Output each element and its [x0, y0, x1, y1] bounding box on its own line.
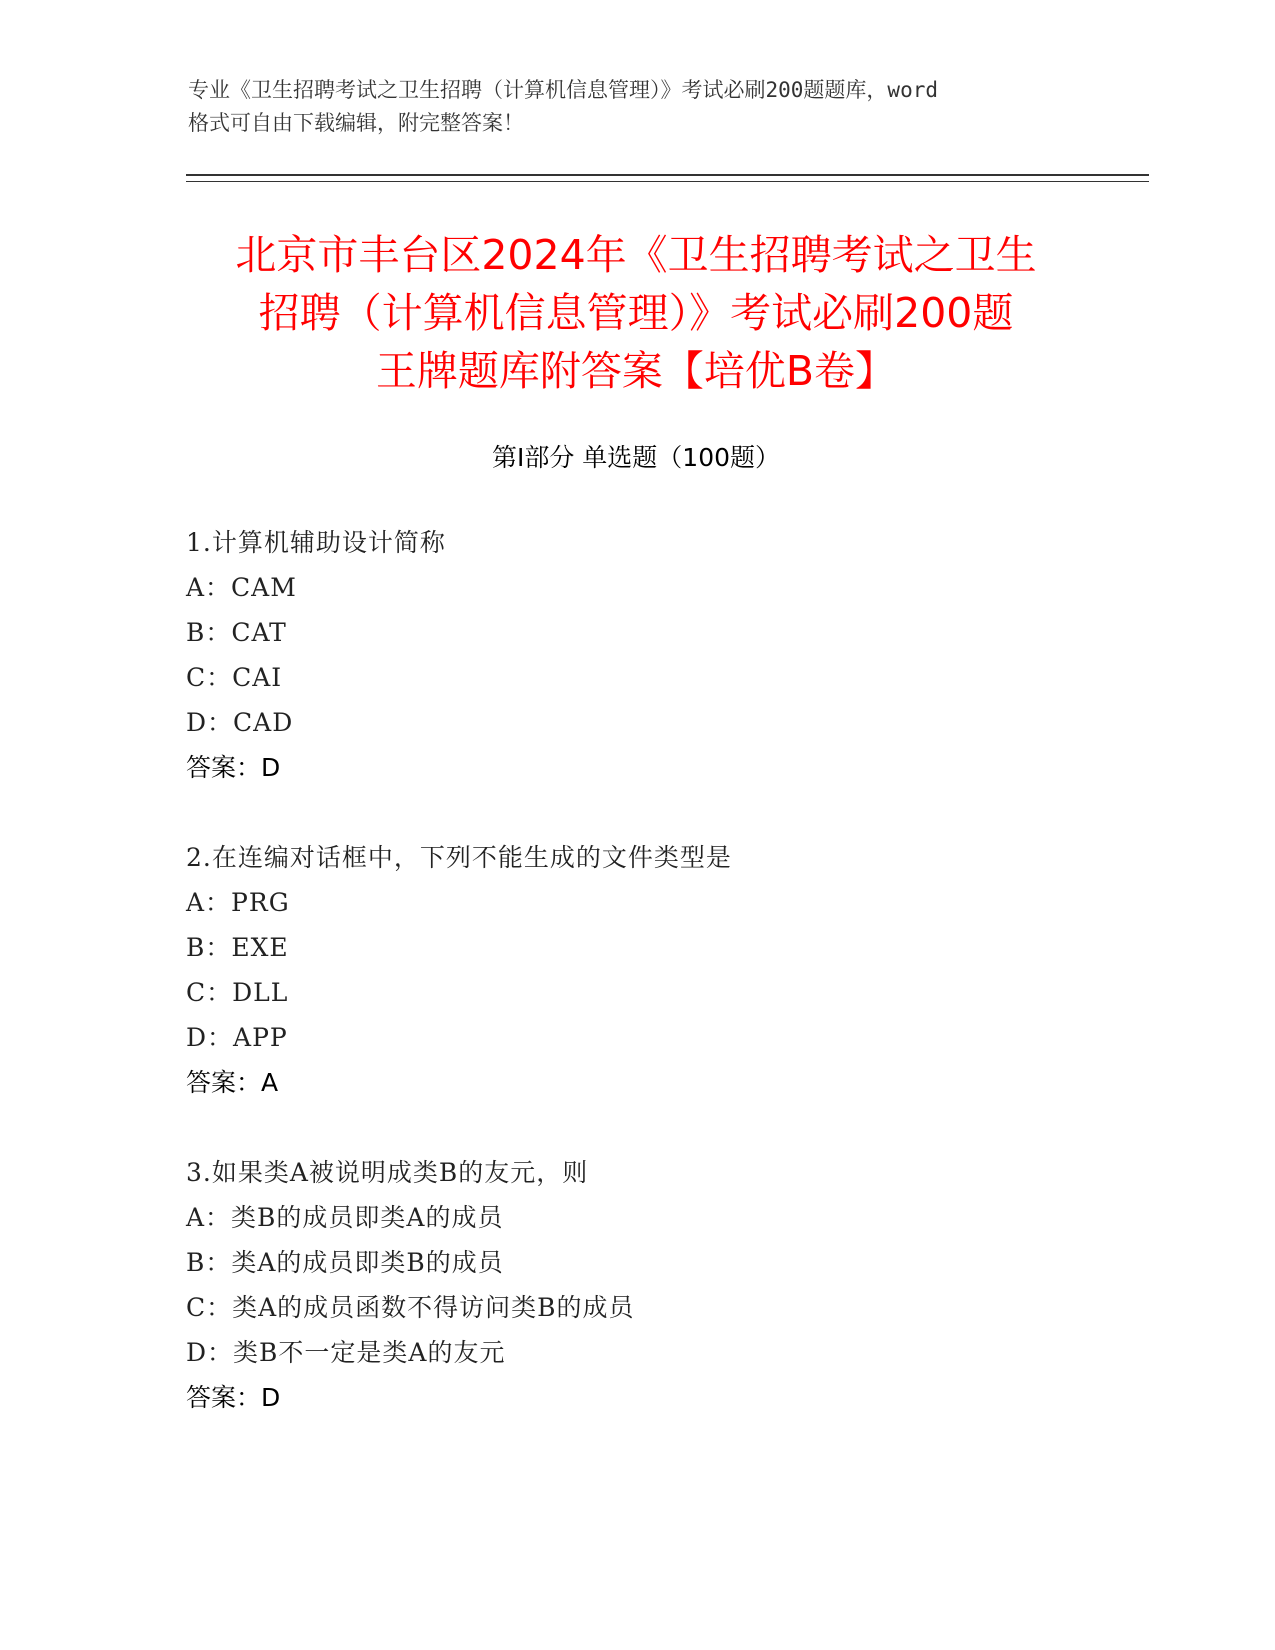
answer: 答案：A — [186, 1068, 279, 1097]
document-title — [186, 226, 1086, 400]
header-note — [188, 74, 1088, 140]
question-stem: 1.计算机辅助设计简称 — [186, 528, 446, 557]
question-stem: 3.如果类A被说明成类B的友元，则 — [186, 1158, 589, 1187]
option-a: A：类B的成员即类A的成员 — [186, 1203, 504, 1232]
header-note-line2: 格式可自由下载编辑，附完整答案！ — [188, 111, 524, 135]
title-line2: 招聘（计算机信息管理）》考试必刷200题 — [258, 289, 1014, 337]
answer: 答案：D — [186, 1383, 281, 1412]
question-stem: 2.在连编对话框中，下列不能生成的文件类型是 — [186, 843, 732, 872]
option-d: D：类B不一定是类A的友元 — [186, 1338, 506, 1367]
title-line1: 北京市丰台区2024年《卫生招聘考试之卫生 — [235, 231, 1037, 279]
header-note-line1: 专业《卫生招聘考试之卫生招聘（计算机信息管理）》考试必刷200题题库，word — [188, 78, 938, 102]
question-1 — [186, 520, 1086, 790]
option-c: C：CAI — [186, 663, 283, 692]
option-b: B：类A的成员即类B的成员 — [186, 1248, 504, 1277]
option-d: D：CAD — [186, 708, 294, 737]
option-c: C：DLL — [186, 978, 289, 1007]
option-a: A：PRG — [186, 888, 290, 917]
option-a: A：CAM — [186, 573, 297, 602]
option-c: C：类A的成员函数不得访问类B的成员 — [186, 1293, 635, 1322]
header-divider-top — [186, 174, 1149, 176]
question-2 — [186, 835, 1086, 1105]
question-3 — [186, 1150, 1086, 1420]
answer: 答案：D — [186, 753, 281, 782]
option-b: B：EXE — [186, 933, 289, 962]
header-divider-bottom — [186, 181, 1149, 182]
option-b: B：CAT — [186, 618, 287, 647]
option-d: D：APP — [186, 1023, 288, 1052]
section-heading: 第Ⅰ部分 单选题（100题） — [491, 443, 781, 472]
title-line3: 王牌题库附答案【培优B卷】 — [375, 347, 897, 395]
